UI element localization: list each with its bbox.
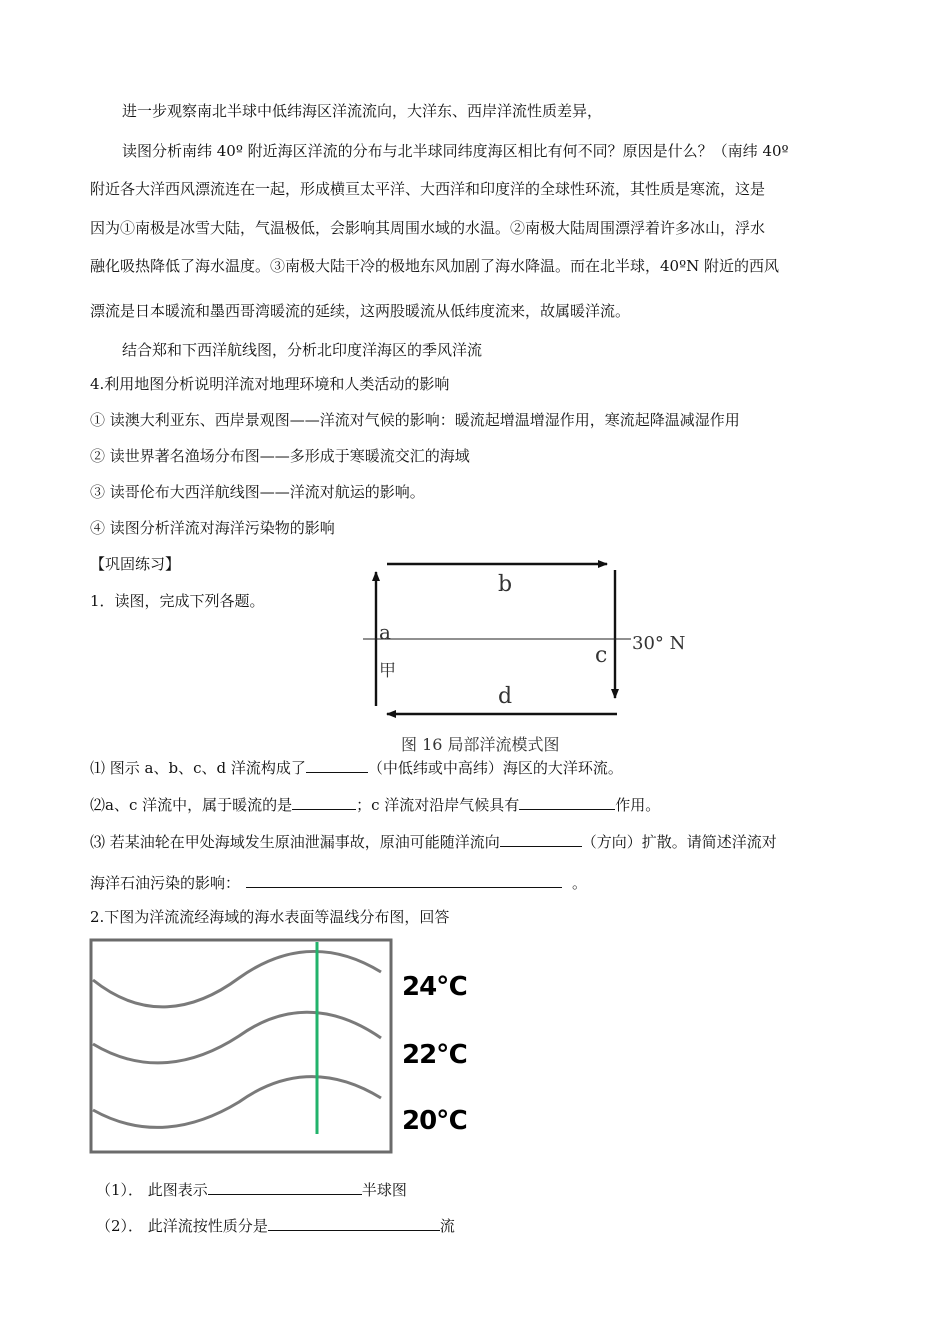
figure-caption: 图 16 局部洋流模式图	[401, 735, 560, 754]
paragraph-text: 附近各大洋西风漂流连在一起，形成横亘太平洋、大西洋和印度洋的全球性环流，其性质是寒流，这是	[90, 180, 766, 198]
isotherm-diagram	[89, 938, 395, 1156]
isotherm-figure	[89, 938, 395, 1156]
question-1-3: ⑶ 若某油轮在甲处海域发生原油泄漏事故，原油可能随洋流向 （方向）扩散。请简述洋流对	[90, 833, 777, 851]
question-1-2: ⑵a、c 洋流中，属于暖流的是 ；c 洋流对沿岸气候具有 作用。	[90, 796, 661, 814]
list-item: ④ 读图分析洋流对海洋污染物的影响	[90, 519, 335, 537]
list-item: ① 读澳大利亚东、西岸景观图——洋流对气候的影响：暖流起增温增湿作用，寒流起降温减湿作用	[90, 411, 740, 429]
answer-blank[interactable]	[208, 1180, 362, 1195]
latitude-label: 30° N	[632, 633, 686, 654]
answer-blank[interactable]	[306, 758, 368, 773]
section-heading: 4.利用地图分析说明洋流对地理环境和人类活动的影响	[90, 375, 450, 393]
paragraph-text: 读图分析南纬 40º 附近海区洋流的分布与北半球同纬度海区相比有何不同？原因是什么？（南纬 40º	[122, 142, 789, 160]
label-a: a	[379, 620, 391, 644]
temp-label-20: 20℃	[402, 1106, 467, 1136]
temp-label-22: 22℃	[402, 1040, 467, 1070]
paragraph-text: 融化吸热降低了海水温度。③南极大陆干冷的极地东风加剧了海水降温。而在北半球，40ºN 附近的西风	[90, 257, 780, 275]
label-jia: 甲	[379, 661, 396, 681]
question-2: 2.下图为洋流流经海域的海水表面等温线分布图，回答	[90, 908, 450, 926]
exercise-header: 【巩固练习】	[90, 555, 181, 573]
question-1-1: ⑴ 图示 a、b、c、d 洋流构成了 （中低纬或中高纬）海区的大洋环流。	[90, 759, 623, 777]
answer-blank[interactable]	[519, 795, 615, 810]
paragraph-text: 结合郑和下西洋航线图，分析北印度洋海区的季风洋流	[122, 341, 483, 359]
paragraph-text: 因为①南极是冰雪大陆，气温极低，会影响其周围水域的水温。②南极大陆周围漂浮着许多冰山，浮水	[90, 219, 766, 237]
question-1-3-cont: 海洋石油污染的影响： 。	[90, 874, 588, 892]
label-c: c	[595, 643, 608, 668]
label-d: d	[498, 684, 513, 709]
label-b: b	[498, 572, 513, 597]
answer-blank[interactable]	[246, 873, 562, 888]
answer-blank[interactable]	[292, 795, 356, 810]
question-2-2: （2）． 此洋流按性质分是 流	[96, 1217, 455, 1235]
list-item: ③ 读哥伦布大西洋航线图——洋流对航运的影响。	[90, 483, 425, 501]
paragraph-text: 漂流是日本暖流和墨西哥湾暖流的延续，这两股暖流从低纬度流来，故属暖洋流。	[90, 302, 631, 320]
answer-blank[interactable]	[500, 832, 582, 847]
ocean-current-model-figure	[355, 548, 695, 758]
list-item: ② 读世界著名渔场分布图——多形成于寒暖流交汇的海域	[90, 447, 470, 465]
temp-label-24: 24℃	[402, 972, 467, 1002]
question-1: 1．读图，完成下列各题。	[90, 592, 265, 610]
paragraph-text: 进一步观察南北半球中低纬海区洋流流向，大洋东、西岸洋流性质差异，	[122, 102, 603, 120]
question-2-1: （1）． 此图表示 半球图	[96, 1181, 407, 1199]
answer-blank[interactable]	[268, 1216, 440, 1231]
